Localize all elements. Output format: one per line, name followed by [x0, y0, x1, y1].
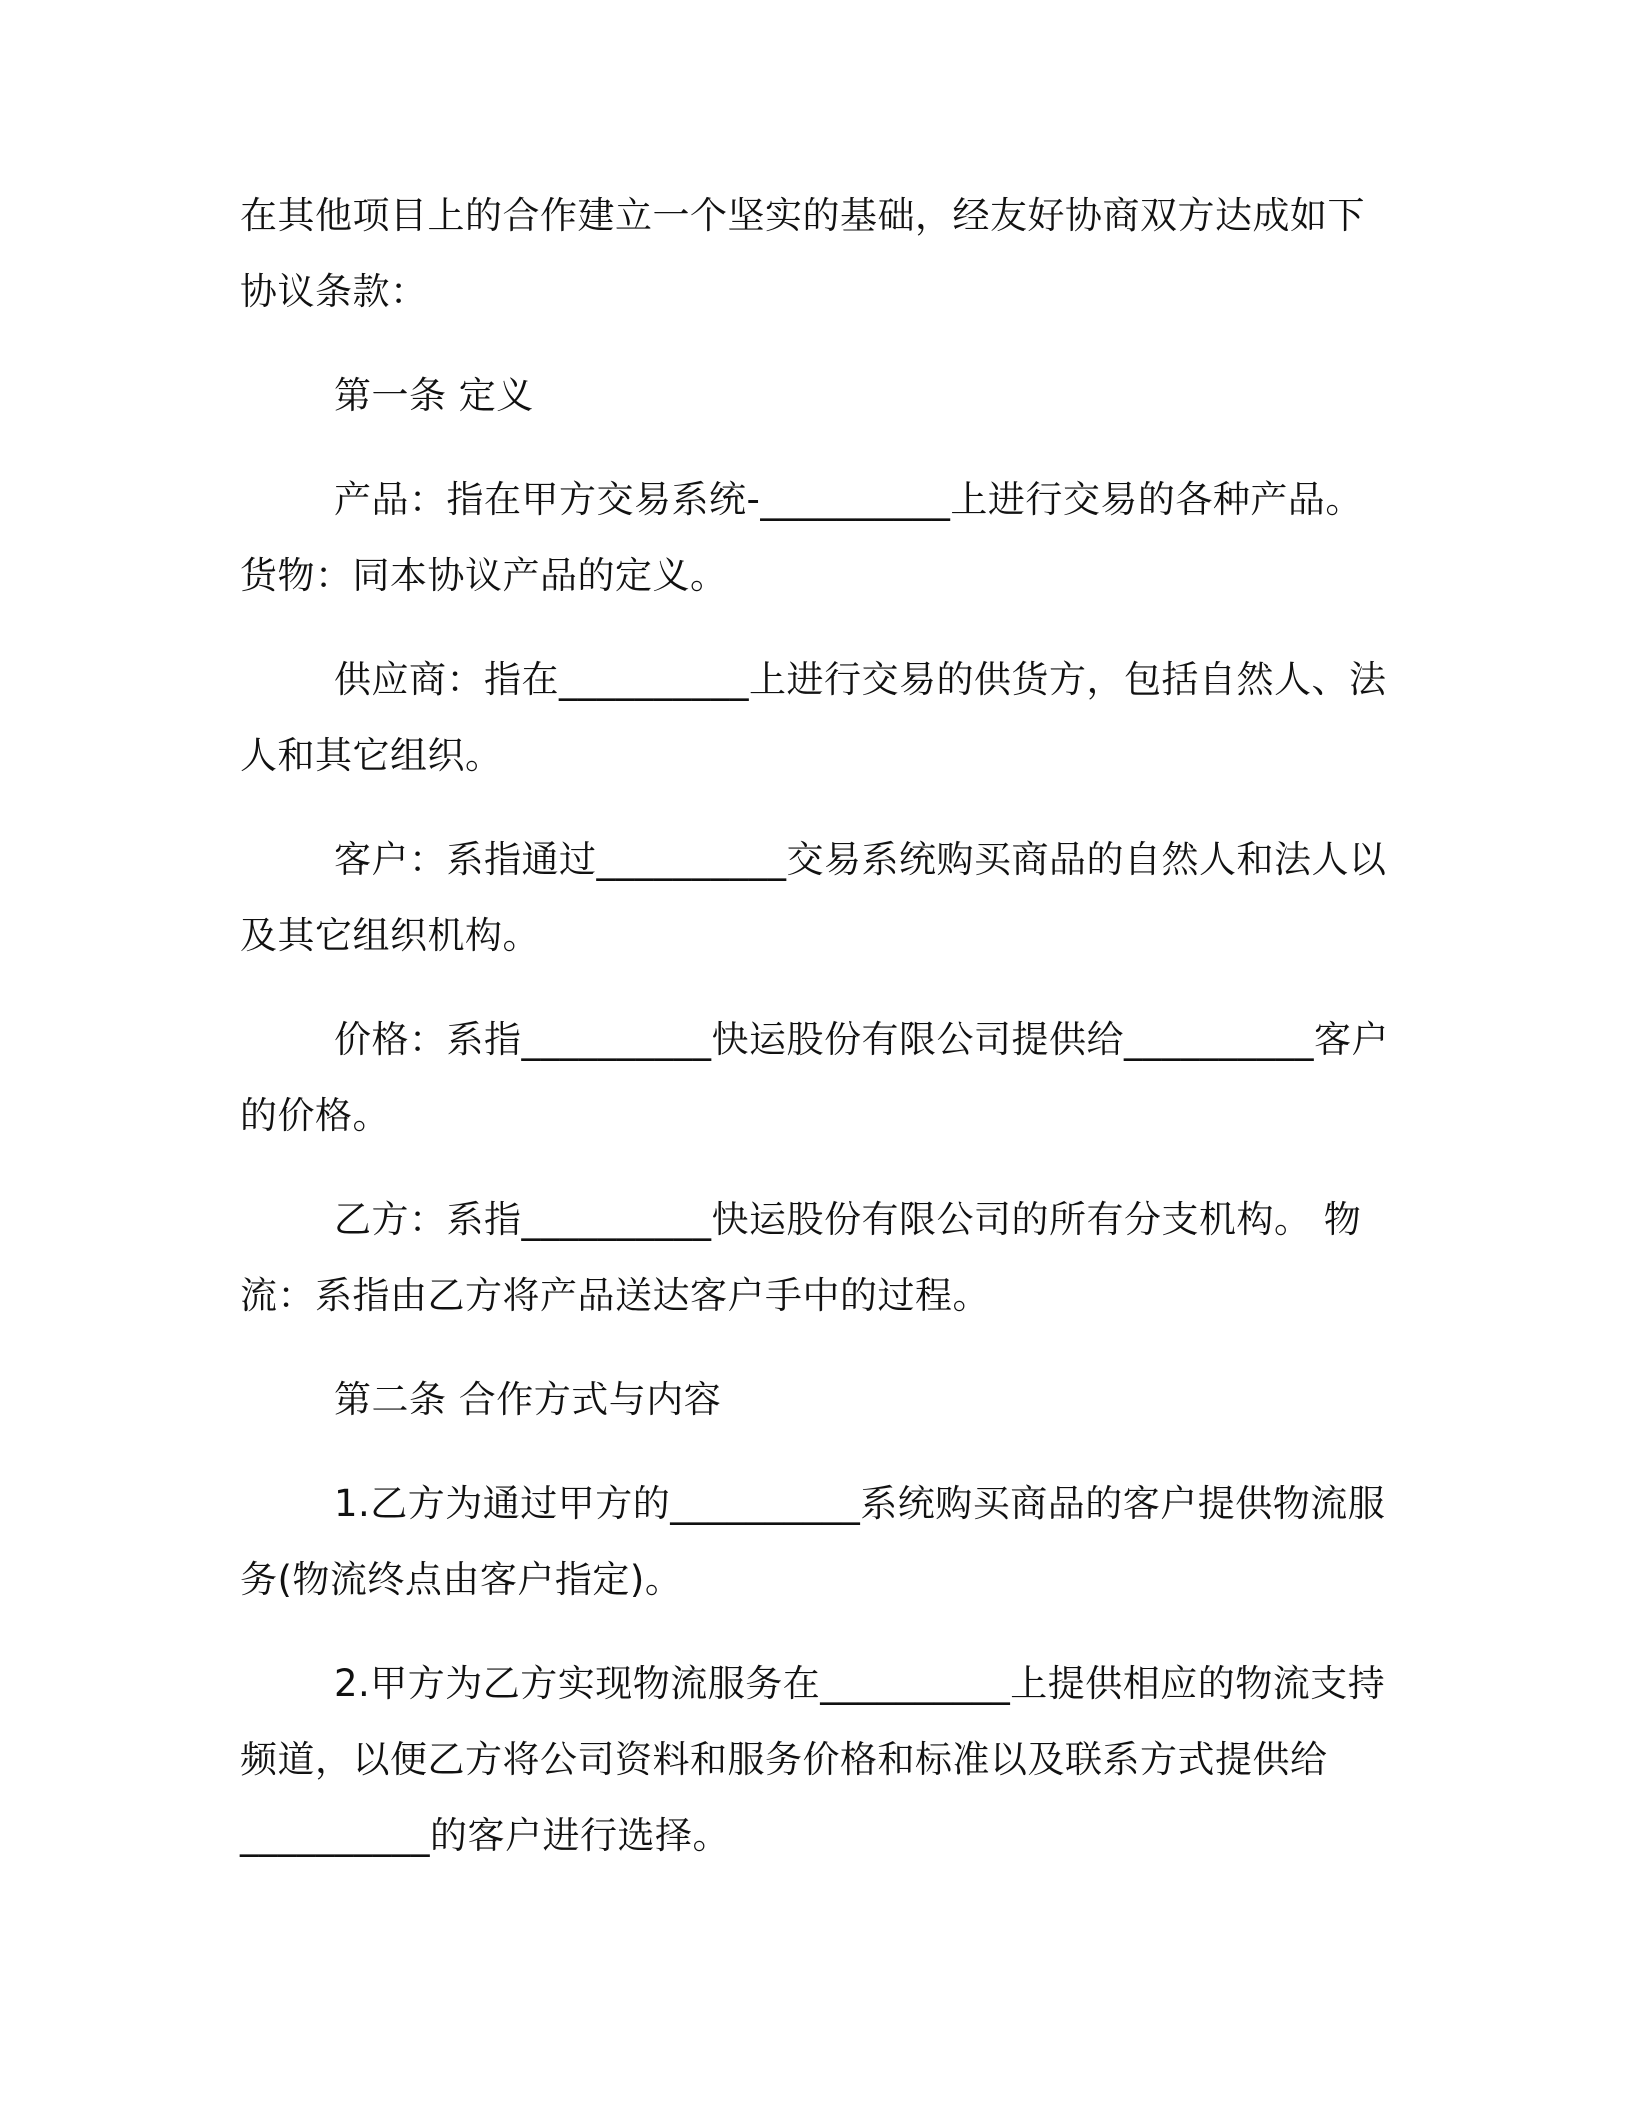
paragraph-intro-line-1: 在其他项目上的合作建立一个坚实的基础，经友好协商双方达成如下: [240, 194, 1365, 237]
clause-2-line-1: 2.甲方为乙方实现物流服务在__________上提供相应的物流支持: [334, 1662, 1386, 1705]
definition-supplier-line-1: 供应商：指在__________上进行交易的供货方，包括自然人、法: [334, 658, 1387, 701]
definition-supplier-line-2: 人和其它组织。: [240, 734, 503, 777]
definition-goods: 货物：同本协议产品的定义。: [240, 554, 728, 597]
clause-1-line-2: 务(物流终点由客户指定)。: [240, 1558, 683, 1601]
definition-price-line-2: 的价格。: [240, 1094, 390, 1137]
definition-product: 产品：指在甲方交易系统-__________上进行交易的各种产品。: [334, 478, 1363, 521]
clause-2-line-2: 频道，以便乙方将公司资料和服务价格和标准以及联系方式提供给: [240, 1738, 1328, 1781]
paragraph-intro-line-2: 协议条款：: [240, 270, 428, 313]
definition-customer-line-2: 及其它组织机构。: [240, 914, 540, 957]
definition-customer-line-1: 客户：系指通过__________交易系统购买商品的自然人和法人以: [334, 838, 1387, 881]
clause-1-line-1: 1.乙方为通过甲方的__________系统购买商品的客户提供物流服: [334, 1482, 1386, 1525]
article-2-heading: 第二条 合作方式与内容: [334, 1378, 722, 1421]
definition-party-b-line-1: 乙方：系指__________快运股份有限公司的所有分支机构。 物: [334, 1198, 1362, 1241]
clause-2-line-3: __________的客户进行选择。: [240, 1814, 730, 1857]
article-1-heading: 第一条 定义: [334, 374, 534, 417]
definition-price-line-1: 价格：系指__________快运股份有限公司提供给__________客户: [334, 1018, 1389, 1061]
definition-logistics-line-2: 流：系指由乙方将产品送达客户手中的过程。: [240, 1274, 990, 1317]
